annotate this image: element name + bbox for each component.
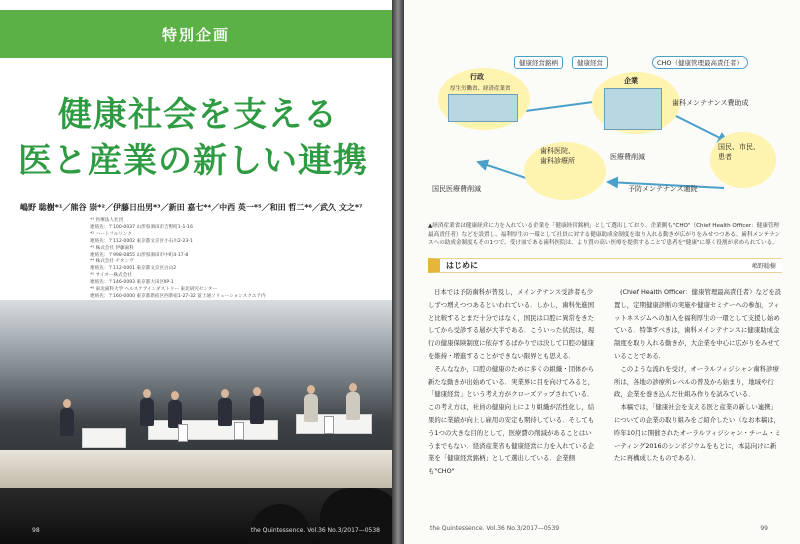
book-gutter	[392, 0, 404, 544]
section-author: 嶋野聡樹	[751, 263, 776, 270]
affiliation-line: *² ハートフルリンク	[90, 231, 132, 237]
section-label: 特別企画	[161, 25, 230, 44]
section-banner	[0, 10, 392, 58]
affiliation-line: *⁴ 株式会社 チタンヴ	[90, 259, 134, 265]
panelist	[140, 398, 154, 426]
affiliation-line: 連絡先：〒160-0000 東京都新宿区西新宿1-27-32 富士通ソリューションスクエア内	[90, 293, 266, 299]
gov-subtitle: 厚生労働省、経済産業省	[450, 86, 511, 92]
body-text-col2: (Chief Health Officer：健康管理最高責任者）などを設置し，定期健康診断の実施や健康セミナーへの参加，フィットネスジムへの加入を福利厚生の一環として支援し始めている．特筆すべきは，歯科メインテナンスに健康助成金制度を取り入れる動きが，大企業を中心に広がりをみせていることである． このような流れを受け，オーラルフィジシャン歯科診療所は，各地の診療所レベルの普及から始まり，地域や行政，企業を巻き込んだ仕組み作りを試みている． 本稿では，「健康社会を支える医と産業の新しい連携」についての企業の取り組みをご紹介したい（なお本稿は，昨年10月に開催されたオーラルフィジシャン・チーム・ミーティング2016のシンポジウムをもとに，本誌向けに新たに再構成したものである）．	[614, 288, 782, 463]
label-brand: 健康経営銘柄	[514, 56, 563, 69]
symposium-photo	[0, 300, 392, 544]
citizens-label: 国民、市民、 患者	[718, 143, 760, 161]
label-management: 健康経営	[572, 56, 608, 69]
page-footer: the Quintessence. Vol.36 No.3/2017—0538	[250, 527, 380, 534]
clinic-label: 歯科医院、 歯科診療所	[540, 147, 575, 165]
section-heading-bar	[428, 258, 782, 273]
title-line-2: 医と産業の新しい連携	[18, 141, 368, 181]
left-page	[0, 0, 392, 544]
audience-silhouette	[320, 488, 392, 544]
affiliation-line: 連絡先：〒146-0093 東京都大田区ⅡP-1	[90, 280, 174, 286]
affiliation-line: *⁶ 東北歯科大学 ヘルスケアインダストリー 東北研究センター	[90, 287, 218, 293]
author-list: 嶋野 聡樹*¹／熊谷 崇*²／伊藤日出男*³／新田 嘉七*⁴／中西 英一*⁵／和田 哲二*⁶／武久 文之*⁷	[20, 203, 363, 212]
gov-title: 行政	[470, 73, 484, 81]
body-column-1	[428, 286, 596, 478]
right-page	[404, 0, 800, 544]
page-number: 98	[32, 527, 40, 534]
panelist	[304, 394, 318, 422]
medical-cost-cut: 医療費削減	[610, 153, 645, 161]
body-text-col1: 日本では予防歯科が普及し，メインテナンス受診者も少しずつ増えつつあるといわれている．しかし，歯科先進国と比較するとまだ十分ではなく，国民は口腔に異常をきたしてから受診する層が大半である．こういった状況は，現行の健康保険制度に依存するばかりでは決して口腔の健康を維持・増進することができない限界とも思える． そんななか，口腔の健康のために多くの組織・団体から新たな動きが出始めている．実業界に目を向けてみると，「健康経営」という考え方がクローズアップされている．この考え方は，社員の健康向上により組織が活性化し，結果的に業績が向上し雇用の安定も期待している．そしてもう1つの大きな目的として，医療費の削減があることはいうまでもない．経済産業省も健康経営に力を入れている企業を「健康経営銘柄」として選出している．企業側も"CHO"	[428, 288, 595, 476]
affiliation-line: 連絡先：〒100-0037 山形県酒田市吉野町1-1-16	[90, 224, 193, 230]
affiliation-line: *⁵ サイオー株式会社	[90, 273, 132, 279]
title-line-1: 健康社会を支える	[58, 95, 338, 135]
dental-cost-label: 歯科メンテナンス費助成	[672, 99, 749, 107]
article-title	[18, 92, 388, 184]
affiliation-line: 連絡先：〒998-0855 山形県酒田市中町4-17-8	[90, 252, 189, 258]
page-number: 99	[760, 525, 768, 532]
company-title: 企業	[624, 77, 638, 85]
gov-building-icon	[448, 94, 518, 122]
affiliation-line: 連絡先：〒112-0001 東京都文京区白山2	[90, 266, 177, 272]
panelist	[218, 398, 232, 426]
national-cost-cut: 国民医療費削減	[432, 185, 481, 193]
nameplate	[178, 424, 188, 442]
section-heading: はじめに	[446, 261, 478, 270]
affiliations	[90, 218, 390, 301]
body-column-2	[614, 286, 782, 465]
page-footer: the Quintessence. Vol.36 No.3/2017—0539	[430, 525, 560, 532]
panel-table	[82, 428, 126, 448]
affiliation-line: *³ 株式会社 伊藤歯科	[90, 245, 134, 251]
nameplate	[324, 416, 334, 434]
panelist	[250, 396, 264, 424]
stage	[0, 450, 392, 490]
affiliation-line: *¹ 医療法人社団	[90, 218, 124, 223]
prevent-visit-label: 予防メンテナンス通院	[628, 185, 698, 193]
figure-caption: ▲経済産業省は健康経営に力を入れている企業を「健康経営銘柄」として選出しており、企業側も"CHO"（Chief Health Officer：健康管理最高責任者）などを設置し、福利厚生の一環として社員に対する健康助成金制度を取り入れる動きが広がりをみせつつある。歯科メンテナンスへの助成金制度もその1つで、受け皿である歯科医院は、より質の高い医療を提供することで患者を"健康"に導く役割が求められている。	[428, 223, 781, 247]
label-cho: CHO（健康管理最高責任者）	[652, 56, 748, 69]
panelist	[346, 392, 360, 420]
company-building-icon	[604, 88, 662, 130]
affiliation-line: 連絡先：〒112-0002 東京都文京区小石川2-23-1	[90, 238, 193, 244]
collaboration-diagram	[428, 42, 782, 212]
panelist	[60, 408, 74, 436]
nameplate	[234, 422, 244, 440]
